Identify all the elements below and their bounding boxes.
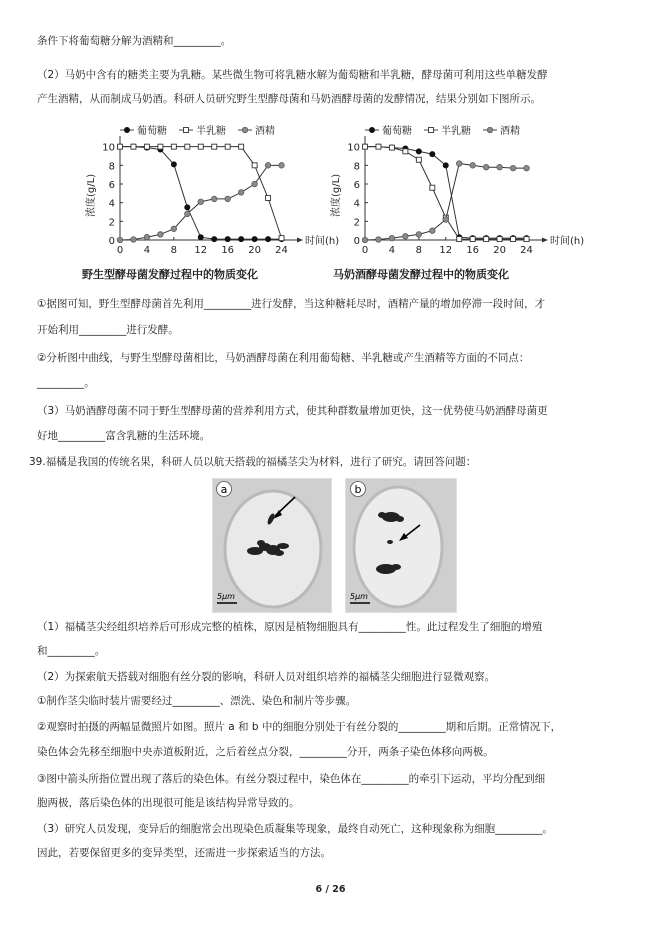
x-tick-label: 8 — [170, 245, 178, 256]
data-point — [443, 217, 449, 223]
data-point — [131, 144, 136, 149]
series-line — [120, 147, 282, 239]
legend-marker — [429, 128, 434, 133]
data-point — [470, 163, 476, 169]
y-tick-label: 2 — [108, 217, 115, 229]
question-text: 胞两极，落后染色体的出现很可能是该结构异常导致的。 — [37, 797, 300, 809]
data-point — [252, 181, 258, 187]
y-tick-label: 6 — [108, 180, 115, 191]
data-point — [266, 196, 271, 201]
data-point — [144, 234, 150, 240]
data-point — [416, 232, 422, 238]
micrograph-b — [345, 478, 457, 613]
legend-label: 酒精 — [500, 126, 520, 137]
question-text: ③图中箭头所指位置出现了落后的染色体。有丝分裂过程中，染色体在_________的牵引下运动，平均分配到细 — [37, 773, 546, 785]
data-point — [252, 163, 257, 168]
question-text: 好地_________富含乳糖的生活环境。 — [37, 430, 211, 442]
data-point — [265, 236, 270, 241]
x-tick-label: 24 — [520, 245, 533, 256]
data-point — [524, 165, 530, 171]
data-point — [279, 163, 285, 169]
data-point — [430, 228, 436, 234]
x-tick-label: 12 — [439, 245, 453, 256]
data-point — [416, 149, 421, 154]
answer-line: 和_________。 — [37, 645, 106, 657]
data-point — [225, 236, 230, 241]
question-text: （2）为探索航天搭载对细胞有丝分裂的影响，科研人员对组织培养的福橘茎尖细胞进行显微观察。 — [37, 671, 496, 683]
x-tick-label: 8 — [415, 245, 423, 256]
legend-marker — [369, 127, 374, 132]
y-tick-label: 6 — [353, 180, 360, 191]
legend-label: 半乳糖 — [441, 126, 471, 137]
legend-label: 酒精 — [255, 126, 275, 137]
data-point — [389, 235, 395, 241]
kumis-yeast-chart — [325, 118, 585, 288]
data-point — [470, 237, 475, 242]
question-text: ②观察时拍摄的两幅显微照片如图。照片 a 和 b 中的细胞分别处于有丝分裂的_________期和后期。正常情况下， — [37, 721, 562, 733]
data-point — [211, 196, 217, 202]
data-point — [171, 226, 177, 232]
y-axis-label: 浓度(g/L) — [331, 173, 342, 217]
data-point — [198, 235, 203, 240]
question-text: （3）研究人员发现，变异后的细胞常会出现染色质凝集等现象，最终自动死亡，这种现象称为细胞_________。 — [37, 823, 553, 835]
series-line — [365, 147, 527, 239]
data-point — [362, 237, 368, 243]
x-axis-label: 时间(h) — [550, 236, 585, 247]
answer-line: _________。 — [37, 377, 95, 389]
data-point — [510, 165, 516, 171]
question-text: 因此，若要保留更多的变异类型，还需进一步探索适当的方法。 — [37, 847, 331, 859]
y-tick-label: 10 — [347, 142, 360, 154]
data-point — [117, 237, 123, 243]
x-tick-label: 0 — [116, 245, 124, 256]
x-tick-label: 0 — [361, 245, 369, 256]
photo-label-b: b — [354, 483, 362, 496]
y-tick-label: 0 — [353, 236, 360, 247]
series-line — [365, 163, 527, 240]
data-point — [457, 237, 462, 242]
data-point — [144, 144, 149, 149]
data-point — [456, 161, 462, 167]
answer-line: 条件下将葡萄糖分解为酒精和_________。 — [37, 35, 232, 47]
question-text: （3）马奶酒酵母菌不同于野生型酵母菌的营养利用方式，使其种群数量增加更快，这一优势使马奶酒酵母菌更 — [37, 405, 548, 417]
legend-marker — [184, 128, 189, 133]
data-point — [252, 236, 257, 241]
y-axis-label: 浓度(g/L) — [86, 173, 97, 217]
y-tick-label: 4 — [108, 198, 115, 210]
data-point — [524, 237, 529, 242]
x-axis-arrow — [297, 238, 303, 243]
data-point — [238, 190, 244, 196]
x-tick-label: 16 — [221, 245, 235, 256]
data-point — [403, 149, 408, 154]
data-point — [376, 144, 381, 149]
photo-label-a: a — [220, 483, 228, 496]
data-point — [171, 144, 176, 149]
data-point — [363, 144, 368, 149]
data-point — [279, 236, 284, 241]
x-tick-label: 16 — [466, 245, 480, 256]
legend-marker — [487, 127, 493, 133]
data-point — [131, 237, 137, 243]
data-point — [239, 144, 244, 149]
question-text: （1）福橘茎尖经组织培养后可形成完整的植株，原因是植物细胞具有_________性。此过程发生了细胞的增殖 — [37, 621, 543, 633]
data-point — [389, 145, 394, 150]
legend-label: 葡萄糖 — [382, 126, 412, 137]
data-point — [416, 157, 421, 162]
data-point — [158, 232, 164, 238]
x-tick-label: 20 — [248, 245, 261, 256]
micrograph-a — [212, 478, 332, 613]
data-point — [185, 211, 191, 217]
y-tick-label: 4 — [353, 198, 360, 210]
data-point — [483, 164, 489, 170]
x-tick-label: 24 — [275, 245, 288, 256]
data-point — [225, 196, 231, 202]
data-point — [212, 144, 217, 149]
legend-label: 葡萄糖 — [137, 126, 167, 137]
legend-marker — [124, 127, 129, 132]
y-tick-label: 8 — [353, 161, 360, 173]
data-point — [430, 152, 435, 157]
x-tick-label: 20 — [493, 245, 506, 256]
question-heading: 39.福橘是我国的传统名果，科研人员以航天搭载的福橘茎尖为材料，进行了研究。请回答问题： — [29, 456, 477, 468]
x-axis-label: 时间(h) — [305, 236, 340, 247]
series-line — [120, 147, 282, 238]
data-point — [376, 237, 382, 243]
question-text: ①据图可知，野生型酵母菌首先利用_________进行发酵，当这种糖耗尽时，酒精产量的增加停滞一段时间，才 — [37, 298, 546, 310]
x-axis-arrow — [542, 238, 548, 243]
y-tick-label: 10 — [102, 142, 115, 154]
x-tick-label: 4 — [143, 245, 151, 256]
question-text: 开始利用_________进行发酵。 — [37, 324, 179, 336]
data-point — [198, 144, 203, 149]
x-tick-label: 4 — [388, 245, 396, 256]
question-text: （2）马奶中含有的糖类主要为乳糖。某些微生物可将乳糖水解为葡萄糖和半乳糖，酵母菌可利用这些单糖发酵 — [37, 69, 548, 81]
data-point — [430, 185, 435, 190]
y-tick-label: 0 — [108, 236, 115, 247]
data-point — [484, 237, 489, 242]
data-point — [185, 144, 190, 149]
data-point — [497, 237, 502, 242]
question-text: ②分析图中曲线，与野生型酵母菌相比，马奶酒酵母菌在利用葡萄糖、半乳糖或产生酒精等方面的不同点： — [37, 352, 530, 364]
data-point — [212, 236, 217, 241]
wild-yeast-chart — [80, 118, 340, 288]
x-tick-label: 12 — [194, 245, 208, 256]
data-point — [265, 163, 271, 169]
chart-title: 野生型酵母菌发酵过程中的物质变化 — [82, 268, 258, 281]
data-point — [185, 205, 190, 210]
data-point — [443, 163, 448, 168]
y-tick-label: 2 — [353, 217, 360, 229]
question-text: 染色体会先移至细胞中央赤道板附近，之后着丝点分裂，_________分开，两条子染色体移向两极。 — [37, 746, 494, 758]
question-text: ①制作茎尖临时装片需要经过_________、漂洗、染色和制片等步骤。 — [37, 695, 357, 707]
data-point — [497, 164, 503, 170]
question-text: 产生酒精，从而制成马奶酒。科研人员研究野生型酵母菌和马奶酒酵母菌的发酵情况，结果分别如下图所示。 — [37, 93, 541, 105]
legend-marker — [242, 127, 248, 133]
chart-title: 马奶酒酵母菌发酵过程中的物质变化 — [333, 268, 509, 281]
data-point — [198, 199, 204, 205]
y-tick-label: 8 — [108, 161, 115, 173]
series-line — [365, 147, 527, 238]
data-point — [171, 162, 176, 167]
page-number: 6 / 26 — [315, 884, 346, 895]
data-point — [511, 237, 516, 242]
data-point — [158, 144, 163, 149]
scale-bar-b: 5μm — [350, 592, 368, 601]
legend-label: 半乳糖 — [196, 126, 226, 137]
data-point — [225, 144, 230, 149]
data-point — [239, 236, 244, 241]
data-point — [118, 144, 123, 149]
data-point — [403, 233, 409, 239]
scale-bar-a: 5μm — [217, 592, 235, 601]
